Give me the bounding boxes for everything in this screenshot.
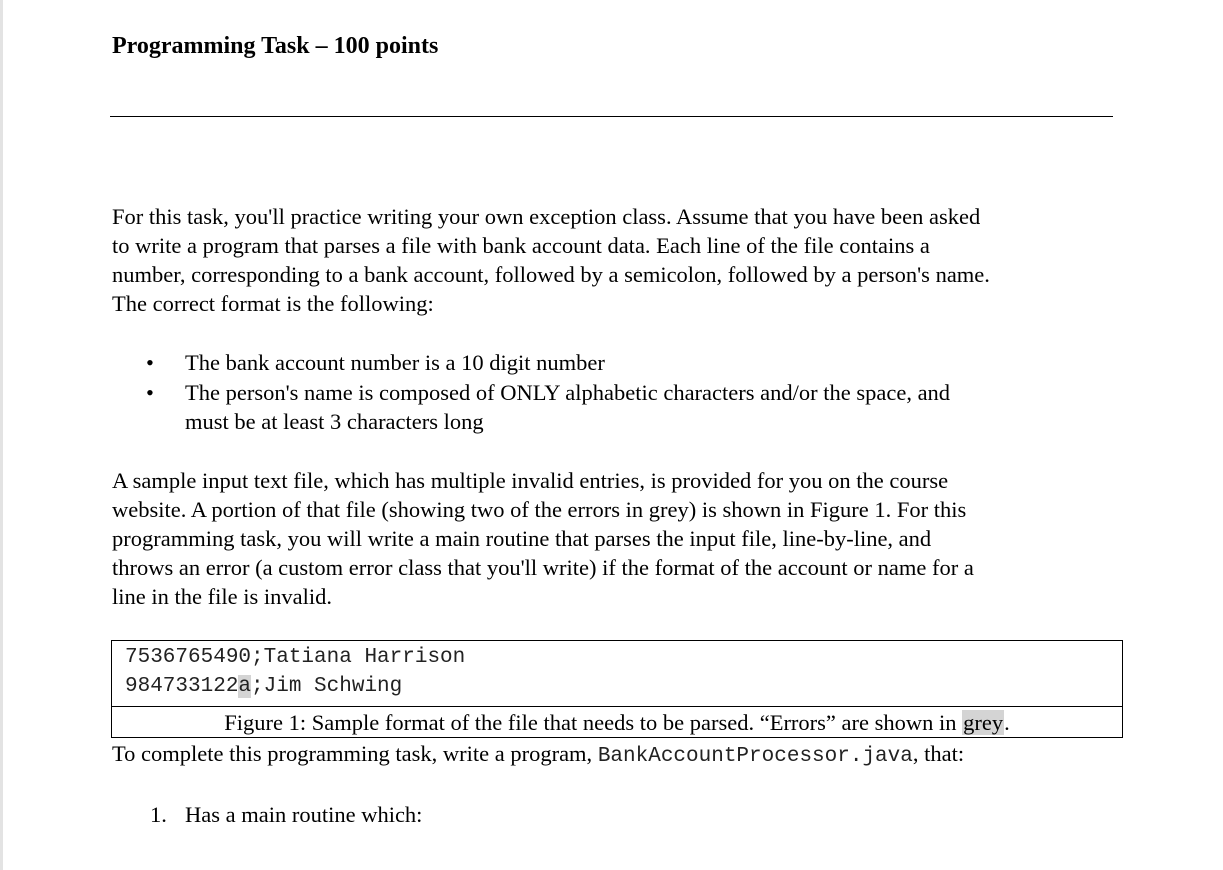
instruction-text: , that: — [912, 741, 965, 766]
horizontal-rule — [110, 116, 1113, 117]
intro-line: The correct format is the following: — [112, 291, 434, 316]
sample-line: throws an error (a custom error class that you'll write) if the format of the account or name for a — [112, 555, 974, 580]
caption-text: . — [1004, 710, 1010, 735]
code-text: ;Jim Schwing — [251, 675, 403, 698]
list-item — [112, 348, 950, 378]
page-title: Programming Task – 100 points — [112, 33, 439, 59]
error-highlight: a — [238, 675, 252, 698]
sample-line: A sample input text file, which has multiple invalid entries, is provided for you on the course — [112, 468, 949, 493]
intro-line: For this task, you'll practice writing your own exception class. Assume that you have been asked — [112, 204, 981, 229]
intro-paragraph — [112, 202, 990, 318]
figure-1 — [111, 640, 1123, 738]
figure-caption — [112, 708, 1122, 737]
list-item-text: The person's name is composed of ONLY alphabetic characters and/or the space, and — [185, 379, 951, 405]
list-item-text: The bank account number is a 10 digit number — [185, 350, 605, 375]
caption-highlight: grey — [963, 710, 1004, 735]
code-filename: BankAccountProcessor.java — [597, 745, 913, 768]
sample-line: website. A portion of that file (showing two of the errors in grey) is shown in Figure 1. For this — [112, 497, 967, 522]
intro-line: to write a program that parses a file with bank account data. Each line of the file contains a — [112, 233, 930, 258]
list-item-text: must be at least 3 characters long — [185, 409, 484, 434]
code-line — [125, 672, 1122, 701]
code-sample — [112, 641, 1122, 707]
complete-instruction — [112, 739, 964, 771]
sample-line: programming task, you will write a main routine that parses the input file, line-by-line, and — [112, 526, 932, 551]
caption-text: Figure 1: Sample format of the file that needs to be parsed. “Errors” are shown in — [224, 710, 963, 735]
list-item — [112, 378, 950, 437]
page-edge — [0, 0, 3, 870]
instruction-text: To complete this programming task, write a program, — [112, 741, 598, 766]
code-text: 984733122 — [125, 675, 239, 698]
list-number: 1. — [150, 802, 167, 827]
bullet-icon: • — [146, 350, 154, 375]
intro-line: number, corresponding to a bank account, followed by a semicolon, followed by a person's name. — [112, 262, 990, 287]
list-item-text: Has a main routine which: — [185, 802, 423, 827]
sample-line: line in the file is invalid. — [112, 584, 332, 609]
format-rules-list — [112, 348, 950, 437]
bullet-icon: • — [146, 379, 154, 405]
sample-paragraph — [112, 466, 974, 611]
code-line: 7536765490;Tatiana Harrison — [125, 646, 466, 669]
